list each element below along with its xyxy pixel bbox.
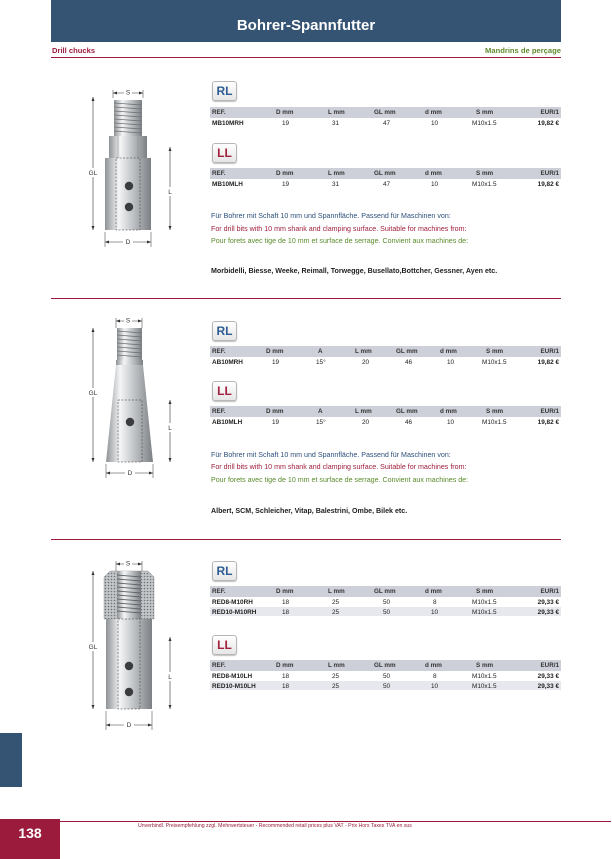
badge-rl-1: RL — [212, 81, 237, 101]
col-s: S mm — [486, 347, 504, 355]
description-de: Für Bohrer mit Schaft 10 mm und Spannfläche. Passend für Maschinen von: — [211, 212, 451, 220]
col-eur: EUR/1 — [540, 169, 559, 177]
page-title: Bohrer-Spannfutter — [236, 17, 376, 34]
cell-s: M10x1.5 — [472, 119, 497, 127]
header-divider — [51, 57, 561, 58]
col-d: D mm — [276, 108, 294, 116]
table-row — [210, 607, 561, 617]
table-header — [210, 406, 561, 417]
cell-ref: MB10MLH — [212, 180, 243, 188]
table-header — [210, 107, 561, 118]
table-rl-1 — [210, 107, 561, 128]
col-ref: REF. — [212, 407, 226, 415]
col-gl: GL mm — [374, 661, 396, 669]
cell-gl: 50 — [383, 672, 391, 680]
chuck-drawing-1 — [80, 82, 190, 252]
chuck-drawing-2 — [80, 314, 190, 484]
table-ll-3 — [210, 660, 561, 691]
footer-divider — [60, 821, 611, 822]
cell-s: M10x1.5 — [472, 682, 497, 690]
dim-l: L — [168, 425, 172, 432]
col-dd: d mm — [440, 347, 457, 355]
cell-l: 20 — [362, 358, 370, 366]
col-a: A — [318, 347, 323, 355]
cell-gl: 47 — [383, 180, 391, 188]
table-row — [210, 179, 561, 189]
cell-s: M10x1.5 — [472, 608, 497, 616]
category-label-en: Drill chucks — [52, 46, 96, 55]
col-gl: GL mm — [374, 169, 396, 177]
table-row — [210, 671, 561, 681]
col-eur: EUR/1 — [540, 347, 559, 355]
col-eur: EUR/1 — [540, 661, 559, 669]
col-dd: d mm — [425, 169, 442, 177]
cell-l: 25 — [332, 598, 340, 606]
col-s: S mm — [486, 407, 504, 415]
cell-gl: 50 — [383, 598, 391, 606]
table-row — [210, 681, 561, 691]
table-rl-3 — [210, 586, 561, 617]
badge-ll-3: LL — [212, 635, 237, 655]
dim-d: D — [127, 470, 133, 477]
header-bar — [51, 0, 561, 42]
cell-gl: 47 — [383, 119, 391, 127]
cell-ref: AB10MRH — [212, 358, 243, 366]
cell-ref: RED10-M10LH — [212, 682, 256, 690]
col-ref: REF. — [212, 169, 226, 177]
description-fr: Pour forets avec tige de 10 mm et surface de serrage. Convient aux machines de: — [211, 237, 469, 245]
badge-rl-2: RL — [212, 321, 237, 341]
cell-price: 29,33 € — [537, 598, 559, 606]
col-l: L mm — [328, 661, 345, 669]
side-tab — [0, 733, 22, 787]
col-d: D mm — [276, 661, 294, 669]
cell-d: 18 — [282, 608, 290, 616]
cell-price: 19,82 € — [537, 180, 559, 188]
col-ref: REF. — [212, 661, 226, 669]
table-header — [210, 346, 561, 357]
dim-gl: GL — [88, 170, 98, 177]
col-gl: GL mm — [396, 347, 418, 355]
dim-s: S — [125, 560, 131, 568]
cell-ref: RED10-M10RH — [212, 608, 257, 616]
description-fr: Pour forets avec tige de 10 mm et surface de serrage. Convient aux machines de: — [211, 476, 469, 484]
cell-dd: 10 — [431, 682, 439, 690]
description-en: For drill bits with 10 mm shank and clamping surface. Suitable for machines from: — [211, 463, 467, 471]
cell-d: 19 — [272, 358, 280, 366]
page-number-box — [0, 819, 60, 859]
table-row — [210, 417, 561, 427]
badge-rl-3: RL — [212, 561, 237, 581]
cell-dd: 10 — [447, 418, 455, 426]
page-number: 138 — [18, 825, 42, 841]
cell-ref: MB10MRH — [212, 119, 244, 127]
cell-l: 25 — [332, 682, 340, 690]
cell-gl: 46 — [405, 358, 413, 366]
col-ref: REF. — [212, 347, 226, 355]
col-a: A — [318, 407, 323, 415]
description-de: Für Bohrer mit Schaft 10 mm und Spannfläche. Passend für Maschinen von: — [211, 451, 451, 459]
col-dd: d mm — [440, 407, 457, 415]
badge-ll-2: LL — [212, 381, 237, 401]
cell-l: 31 — [332, 180, 340, 188]
col-d: D mm — [266, 347, 284, 355]
col-l: L mm — [355, 347, 372, 355]
dim-s: S — [125, 317, 131, 325]
col-d: D mm — [266, 407, 284, 415]
cell-dd: 10 — [431, 119, 439, 127]
col-s: S mm — [476, 169, 494, 177]
col-eur: EUR/1 — [540, 108, 559, 116]
cell-price: 19,82 € — [537, 358, 559, 366]
col-l: L mm — [328, 169, 345, 177]
col-s: S mm — [476, 108, 494, 116]
cell-gl: 50 — [383, 682, 391, 690]
col-l: L mm — [328, 587, 345, 595]
cell-s: M10x1.5 — [472, 180, 497, 188]
cell-price: 19,82 € — [537, 119, 559, 127]
dim-d: D — [126, 722, 132, 729]
dim-gl: GL — [88, 390, 98, 397]
col-l: L mm — [355, 407, 372, 415]
cell-price: 29,33 € — [537, 672, 559, 680]
cell-gl: 50 — [383, 608, 391, 616]
table-row — [210, 357, 561, 367]
cell-a: 15° — [316, 418, 326, 426]
dim-l: L — [168, 674, 172, 681]
col-gl: GL mm — [396, 407, 418, 415]
cell-dd: 8 — [433, 598, 437, 606]
cell-price: 19,82 € — [537, 418, 559, 426]
category-label-fr: Mandrins de perçage — [485, 46, 561, 55]
cell-dd: 10 — [447, 358, 455, 366]
table-ll-2 — [210, 406, 561, 427]
section-divider — [51, 298, 561, 299]
cell-dd: 8 — [433, 672, 437, 680]
table-ll-1 — [210, 168, 561, 189]
cell-l: 25 — [332, 672, 340, 680]
col-ref: REF. — [212, 587, 226, 595]
cell-price: 29,33 € — [537, 608, 559, 616]
chuck-drawing-3 — [80, 557, 190, 737]
cell-d: 19 — [272, 418, 280, 426]
dim-d: D — [125, 239, 131, 246]
table-rl-2 — [210, 346, 561, 367]
dim-s: S — [125, 89, 131, 97]
cell-d: 18 — [282, 682, 290, 690]
table-row — [210, 118, 561, 128]
cell-dd: 10 — [431, 180, 439, 188]
col-d: D mm — [276, 587, 294, 595]
table-header — [210, 586, 561, 597]
cell-s: M10x1.5 — [482, 358, 507, 366]
col-s: S mm — [476, 661, 494, 669]
col-ref: REF. — [212, 108, 226, 116]
col-dd: d mm — [425, 587, 442, 595]
machine-list: Morbidelli, Biesse, Weeke, Reimall, Torwegge, Busellato,Bottcher, Gessner, Ayen etc. — [211, 267, 498, 275]
cell-a: 15° — [316, 358, 326, 366]
section-divider — [51, 539, 561, 540]
col-gl: GL mm — [374, 108, 396, 116]
cell-dd: 10 — [431, 608, 439, 616]
cell-d: 18 — [282, 672, 290, 680]
cell-gl: 46 — [405, 418, 413, 426]
col-dd: d mm — [425, 108, 442, 116]
cell-s: M10x1.5 — [472, 672, 497, 680]
dim-gl: GL — [88, 644, 98, 651]
col-s: S mm — [476, 587, 494, 595]
cell-l: 20 — [362, 418, 370, 426]
cell-d: 19 — [282, 180, 290, 188]
cell-l: 25 — [332, 608, 340, 616]
cell-s: M10x1.5 — [482, 418, 507, 426]
col-eur: EUR/1 — [540, 407, 559, 415]
col-l: L mm — [328, 108, 345, 116]
col-gl: GL mm — [374, 587, 396, 595]
cell-s: M10x1.5 — [472, 598, 497, 606]
cell-d: 18 — [282, 598, 290, 606]
cell-d: 19 — [282, 119, 290, 127]
description-en: For drill bits with 10 mm shank and clamping surface. Suitable for machines from: — [211, 225, 467, 233]
cell-ref: AB10MLH — [212, 418, 243, 426]
price-note: Unverbindl. Preisempfehlung zzgl. Mehrwertsteuer - Recommended retail prices plus VAT - Prix Hors Taxes TVA en sus — [138, 823, 412, 829]
cell-price: 29,33 € — [537, 682, 559, 690]
col-dd: d mm — [425, 661, 442, 669]
cell-ref: RED8-M10LH — [212, 672, 253, 680]
table-header — [210, 168, 561, 179]
cell-l: 31 — [332, 119, 340, 127]
badge-ll-1: LL — [212, 143, 237, 163]
table-row — [210, 597, 561, 607]
cell-ref: RED8-M10RH — [212, 598, 253, 606]
table-header — [210, 660, 561, 671]
machine-list: Albert, SCM, Schleicher, Vitap, Balestrini, Ombe, Bilek etc. — [211, 507, 408, 515]
col-d: D mm — [276, 169, 294, 177]
dim-l: L — [168, 189, 172, 196]
col-eur: EUR/1 — [540, 587, 559, 595]
